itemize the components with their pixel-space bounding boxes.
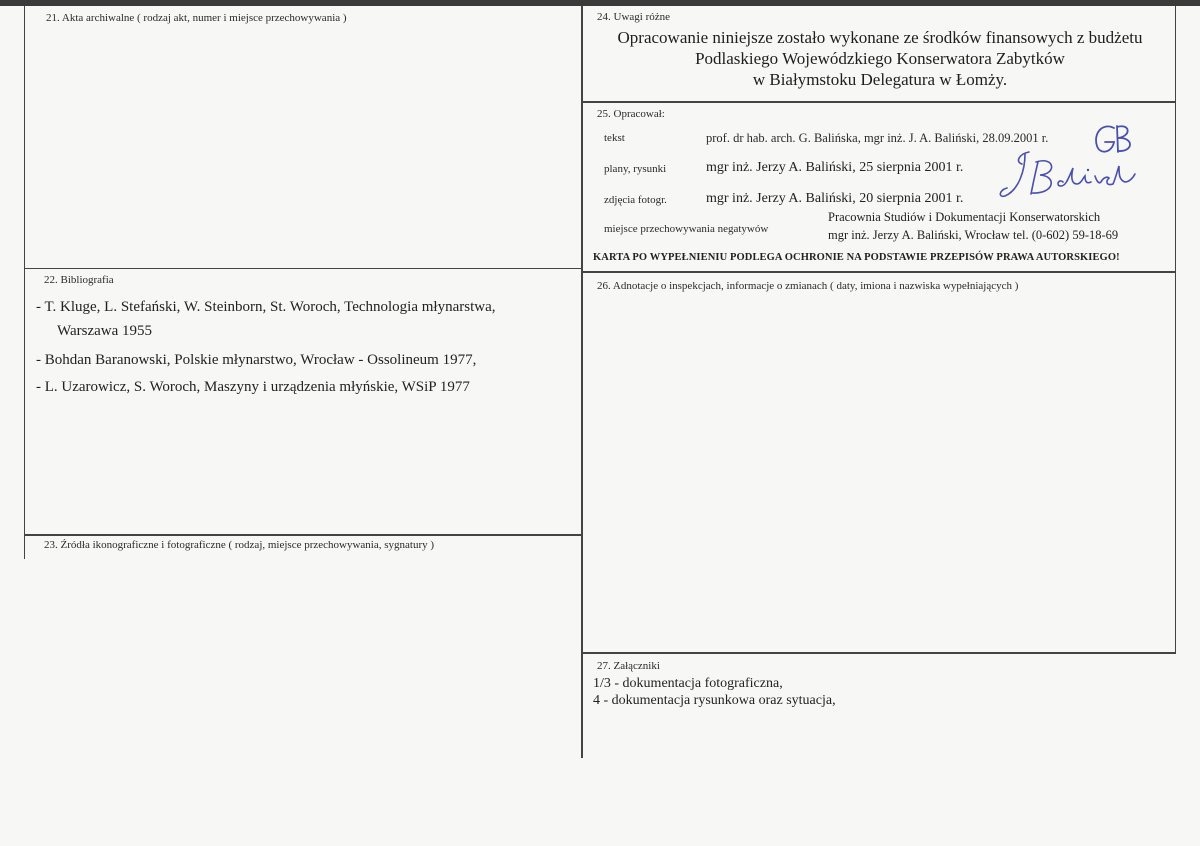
right-hline-25 <box>582 101 1176 103</box>
section-24-label: 24. Uwagi różne <box>597 11 671 23</box>
section-21-label: 21. Akta archiwalne ( rodzaj akt, numer i miejsce przechowywania ) <box>46 12 347 24</box>
remarks-line-1: Opracowanie niniejsze zostało wykonane ze środków finansowych z budżetu <box>617 28 1143 47</box>
left-border <box>24 6 25 559</box>
handwritten-signature <box>995 148 1140 206</box>
top-scan-edge <box>0 0 1200 6</box>
section-26-label: 26. Adnotacje o inspekcjach, informacje o zmianach ( daty, imiona i nazwiska wypełniających ) <box>597 280 1019 292</box>
author-key-drawings: plany, rysunki <box>604 163 667 175</box>
negatives-location-line-2: mgr inż. Jerzy A. Baliński, Wrocław tel. (0-602) 59-18-69 <box>828 228 1119 242</box>
author-key-photos: zdjęcia fotogr. <box>604 194 667 206</box>
section-25-label: 25. Opracował: <box>597 108 665 120</box>
author-value-text: prof. dr hab. arch. G. Balińska, mgr inż. J. A. Baliński, 28.09.2001 r. <box>706 131 1049 145</box>
left-hline-23 <box>24 534 582 536</box>
section-23-label: 23. Źródła ikonograficzne i fotograficzne ( rodzaj, miejsce przechowywania, sygnatury ) <box>44 539 435 551</box>
attachment-item-1: 1/3 - dokumentacja fotograficzna, <box>593 676 783 691</box>
bibliography-entry-1: - T. Kluge, L. Stefański, W. Steinborn, St. Woroch, Technologia młynarstwa, <box>36 299 496 315</box>
left-hline-22 <box>24 268 582 269</box>
author-value-photos: mgr inż. Jerzy A. Baliński, 20 sierpnia 2001 r. <box>706 191 964 206</box>
negatives-key: miejsce przechowywania negatywów <box>604 223 769 235</box>
section-22-label: 22. Bibliografia <box>44 274 114 286</box>
attachment-item-2: 4 - dokumentacja rysunkowa oraz sytuacja, <box>593 693 836 708</box>
right-hline-26 <box>582 271 1176 273</box>
author-value-drawings: mgr inż. Jerzy A. Baliński, 25 sierpnia 2001 r. <box>706 160 964 175</box>
negatives-location-line-1: Pracownia Studiów i Dokumentacji Konserwatorskich <box>828 210 1101 224</box>
author-key-text: tekst <box>604 132 625 144</box>
remarks-line-2: Podlaskiego Wojewódzkiego Konserwatora Zabytków <box>695 49 1065 68</box>
vertical-divider <box>581 6 583 758</box>
right-hline-27 <box>582 652 1176 654</box>
bibliography-entry-2: - Bohdan Baranowski, Polskie młynarstwo, Wrocław - Ossolineum 1977, <box>36 352 477 368</box>
remarks-line-3: w Białymstoku Delegatura w Łomży. <box>752 70 1008 89</box>
bibliography-entry-3: - L. Uzarowicz, S. Woroch, Maszyny i urządzenia młyńskie, WSiP 1977 <box>36 379 470 395</box>
section-27-label: 27. Załączniki <box>597 660 660 672</box>
copyright-notice: KARTA PO WYPEŁNIENIU PODLEGA OCHRONIE NA PODSTAWIE PRZEPISÓW PRAWA AUTORSKIEGO! <box>593 252 1120 263</box>
right-border <box>1175 6 1176 654</box>
bibliography-entry-1-cont: Warszawa 1955 <box>57 323 153 339</box>
